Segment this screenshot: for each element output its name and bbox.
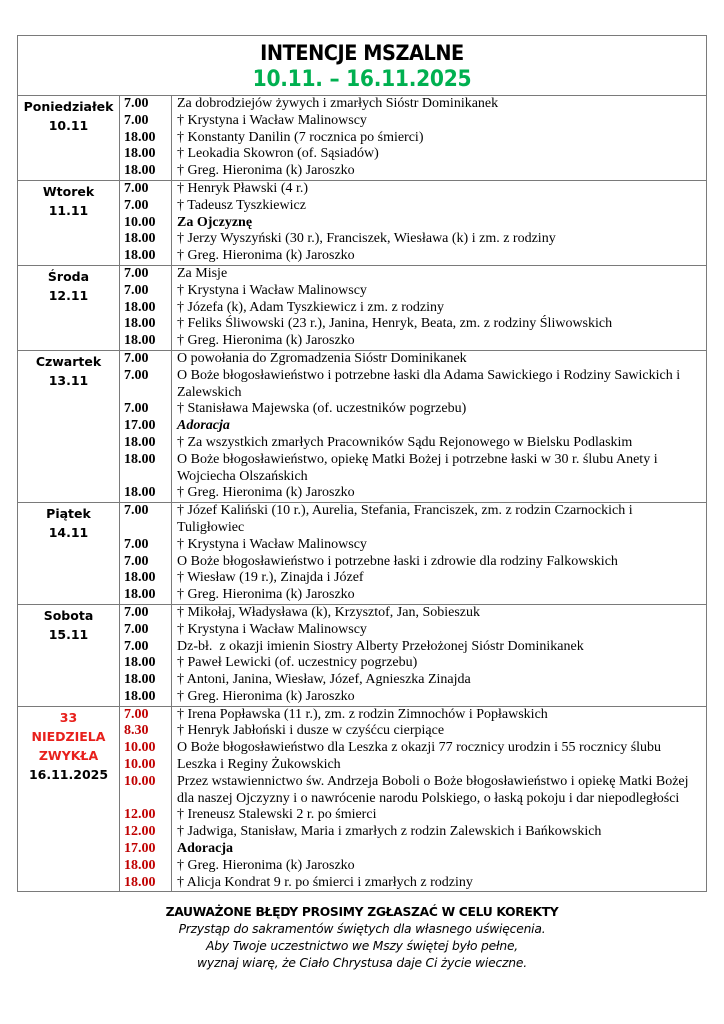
mass-entry xyxy=(120,757,706,774)
mass-entry xyxy=(120,639,706,656)
mass-entry xyxy=(120,266,706,283)
day-name: Czwartek xyxy=(35,353,102,369)
mass-intention: † Mikołaj, Władysława (k), Krzysztof, Jan, Sobieszuk xyxy=(177,604,481,620)
mass-time: 18.00 xyxy=(120,231,172,248)
mass-intention: † Krystyna i Wacław Malinowscy xyxy=(177,282,367,298)
day-name: 33 xyxy=(59,709,78,725)
mass-time: 18.00 xyxy=(120,248,172,265)
mass-entry xyxy=(120,435,706,452)
mass-entry xyxy=(120,605,706,622)
mass-intention: Za dobrodziejów żywych i zmarłych Sióstr Dominikanek xyxy=(177,96,499,111)
mass-entry xyxy=(120,858,706,875)
mass-intention: † Greg. Hieronima (k) Jaroszko xyxy=(177,485,355,501)
day-cell xyxy=(18,96,120,180)
mass-entry xyxy=(120,452,706,486)
footer-line: Przystąp do sakramentów świętych dla własnego uświęcenia. xyxy=(178,922,546,936)
mass-list xyxy=(120,351,706,502)
mass-entry xyxy=(120,146,706,163)
mass-time: 10.00 xyxy=(120,774,172,808)
mass-list xyxy=(120,707,706,892)
mass-intention: † Józef Kaliński (10 r.), Aurelia, Stefania, Franciszek, zm. z rodzin Czarnockich i Tuligłowiec xyxy=(177,503,636,535)
mass-entry xyxy=(120,841,706,858)
mass-time: 7.00 xyxy=(120,96,172,113)
mass-time: 7.00 xyxy=(120,181,172,198)
day-date: 13.11 xyxy=(48,372,89,388)
mass-time: 7.00 xyxy=(120,707,172,724)
mass-intention: † Greg. Hieronima (k) Jaroszko xyxy=(177,688,355,704)
mass-entry xyxy=(120,672,706,689)
mass-entry xyxy=(120,96,706,113)
mass-intention: O Boże błogosławieństwo dla Leszka z okazji 77 rocznicy urodzin i 55 rocznicy ślubu xyxy=(177,740,662,756)
mass-intention: † Antoni, Janina, Wiesław, Józef, Agnieszka Zinajda xyxy=(177,672,471,688)
mass-intention: † Henryk Pławski (4 r.) xyxy=(177,180,309,196)
mass-entry xyxy=(120,248,706,265)
mass-time: 18.00 xyxy=(120,689,172,706)
mass-intention: † Krystyna i Wacław Malinowscy xyxy=(177,112,367,128)
mass-time: 10.00 xyxy=(120,740,172,757)
mass-time: 7.00 xyxy=(120,605,172,622)
mass-intention: † Leokadia Skowron (of. Sąsiadów) xyxy=(177,146,379,162)
mass-time: 7.00 xyxy=(120,351,172,368)
table-header xyxy=(18,36,706,96)
mass-intention: † Greg. Hieronima (k) Jaroszko xyxy=(177,587,355,603)
day-block xyxy=(18,351,706,503)
date-range: 10.11. – 16.11.2025 xyxy=(252,67,472,92)
mass-time: 18.00 xyxy=(120,655,172,672)
mass-time: 18.00 xyxy=(120,587,172,604)
mass-intention: † Greg. Hieronima (k) Jaroszko xyxy=(177,163,355,179)
mass-entry xyxy=(120,300,706,317)
mass-entry xyxy=(120,418,706,435)
mass-time: 18.00 xyxy=(120,858,172,875)
day-cell xyxy=(18,503,120,604)
mass-intention: O Boże błogosławieństwo, opiekę Matki Bożej i potrzebne łaski w 30 r. ślubu Anety i Wojciecha Olszańskich xyxy=(177,451,661,484)
mass-entry xyxy=(120,351,706,368)
mass-time: 12.00 xyxy=(120,807,172,824)
mass-intention: Za Ojczyznę xyxy=(177,214,253,230)
mass-intention: Przez wstawiennictwo św. Andrzeja Boboli o Boże błogosławieństwo i opiekę Matki Bożej dla naszej Ojczyzny i o nawrócenie narodu Polskiego, o łaską pokoju i dar niepodległości xyxy=(177,773,693,806)
mass-entry xyxy=(120,316,706,333)
mass-intention: † Jadwiga, Stanisław, Maria i zmarłych z rodzin Zalewskich i Bańkowskich xyxy=(177,824,602,840)
mass-intention: † Konstanty Danilin (7 rocznica po śmierci) xyxy=(177,129,424,145)
mass-time: 18.00 xyxy=(120,570,172,587)
mass-entry xyxy=(120,740,706,757)
mass-entry xyxy=(120,215,706,232)
mass-intention: † Krystyna i Wacław Malinowscy xyxy=(177,621,367,637)
day-cell xyxy=(18,707,120,892)
mass-intention: O Boże błogosławieństwo i potrzebne łaski i zdrowie dla rodziny Falkowskich xyxy=(177,553,618,569)
mass-intention: † Za wszystkich zmarłych Pracowników Sądu Rejonowego w Bielsku Podlaskim xyxy=(177,434,633,450)
day-block xyxy=(18,605,706,707)
mass-entry xyxy=(120,570,706,587)
day-block xyxy=(18,266,706,351)
mass-time: 18.00 xyxy=(120,146,172,163)
mass-entry xyxy=(120,198,706,215)
page-title: INTENCJE MSZALNE xyxy=(260,41,464,65)
mass-intention: † Greg. Hieronima (k) Jaroszko xyxy=(177,333,355,349)
mass-entry xyxy=(120,283,706,300)
mass-time: 7.00 xyxy=(120,639,172,656)
mass-intention: † Jerzy Wyszyński (30 r.), Franciszek, Wiesława (k) i zm. z rodziny xyxy=(177,231,556,247)
mass-entry xyxy=(120,723,706,740)
mass-time: 7.00 xyxy=(120,503,172,537)
intentions-table xyxy=(17,35,707,892)
mass-list xyxy=(120,96,706,180)
mass-time: 18.00 xyxy=(120,672,172,689)
mass-time: 18.00 xyxy=(120,875,172,892)
day-name: Piątek xyxy=(46,506,91,522)
mass-time: 7.00 xyxy=(120,266,172,283)
mass-time: 10.00 xyxy=(120,215,172,232)
mass-time: 18.00 xyxy=(120,163,172,180)
mass-entry xyxy=(120,587,706,604)
day-date: 15.11 xyxy=(48,626,89,642)
day-cell xyxy=(18,266,120,350)
mass-intention: † Krystyna i Wacław Malinowscy xyxy=(177,536,367,552)
mass-entry xyxy=(120,503,706,537)
footer-line: wyznaj wiarę, że Ciało Chrystusa daje Ci życie wieczne. xyxy=(197,956,527,970)
mass-entry xyxy=(120,655,706,672)
mass-entry xyxy=(120,622,706,639)
mass-intention: † Alicja Kondrat 9 r. po śmierci i zmarłych z rodziny xyxy=(177,874,473,890)
mass-intention: † Henryk Jabłoński i dusze w czyśćcu cierpiące xyxy=(177,723,445,739)
mass-entry xyxy=(120,333,706,350)
day-name: Poniedziałek xyxy=(23,99,114,114)
day-name: Środa xyxy=(47,268,90,284)
day-date: 12.11 xyxy=(48,287,89,303)
mass-time: 7.00 xyxy=(120,283,172,300)
mass-entry xyxy=(120,774,706,808)
mass-entry xyxy=(120,181,706,198)
mass-list xyxy=(120,503,706,604)
day-block xyxy=(18,96,706,181)
mass-list xyxy=(120,605,706,706)
mass-entry xyxy=(120,401,706,418)
mass-intention: † Greg. Hieronima (k) Jaroszko xyxy=(177,857,355,873)
mass-entry xyxy=(120,689,706,706)
mass-intention: † Ireneusz Stalewski 2 r. po śmierci xyxy=(177,807,377,823)
mass-entry xyxy=(120,824,706,841)
mass-entry xyxy=(120,537,706,554)
mass-list xyxy=(120,266,706,350)
mass-entry xyxy=(120,231,706,248)
day-date: 16.11.2025 xyxy=(28,766,109,782)
mass-intention: † Feliks Śliwowski (23 r.), Janina, Henryk, Beata, zm. z rodziny Śliwowskich xyxy=(177,316,613,332)
mass-entry xyxy=(120,485,706,502)
mass-time: 17.00 xyxy=(120,841,172,858)
mass-time: 17.00 xyxy=(120,418,172,435)
mass-entry xyxy=(120,707,706,724)
mass-time: 18.00 xyxy=(120,452,172,486)
mass-time: 18.00 xyxy=(120,300,172,317)
day-name: ZWYKŁA xyxy=(38,747,99,763)
mass-time: 7.00 xyxy=(120,554,172,571)
mass-intention: † Tadeusz Tyszkiewicz xyxy=(177,197,306,213)
mass-list xyxy=(120,181,706,265)
day-cell xyxy=(18,181,120,265)
day-name: Sobota xyxy=(43,607,94,623)
mass-time: 18.00 xyxy=(120,333,172,350)
footer-warning: ZAUWAŻONE BŁĘDY PROSIMY ZGŁASZAĆ W CELU KOREKTY xyxy=(165,905,559,919)
mass-entry xyxy=(120,368,706,402)
mass-intention: † Greg. Hieronima (k) Jaroszko xyxy=(177,248,355,264)
mass-time: 7.00 xyxy=(120,401,172,418)
mass-intention: † Wiesław (19 r.), Zinajda i Józef xyxy=(177,570,364,586)
mass-time: 7.00 xyxy=(120,368,172,402)
days-container xyxy=(18,96,706,891)
mass-intention: Adoracja xyxy=(177,841,233,857)
mass-time: 12.00 xyxy=(120,824,172,841)
mass-entry xyxy=(120,163,706,180)
day-date: 14.11 xyxy=(48,525,89,541)
day-name: Wtorek xyxy=(42,183,95,199)
day-block xyxy=(18,503,706,605)
day-date: 10.11 xyxy=(48,118,89,133)
day-block xyxy=(18,707,706,892)
mass-entry xyxy=(120,113,706,130)
mass-intention: Dz-bł. z okazji imienin Siostry Alberty Przełożonej Sióstr Dominikanek xyxy=(177,638,584,654)
mass-time: 18.00 xyxy=(120,130,172,147)
footer xyxy=(0,904,724,972)
mass-time: 7.00 xyxy=(120,622,172,639)
mass-entry xyxy=(120,130,706,147)
mass-time: 18.00 xyxy=(120,435,172,452)
day-block xyxy=(18,181,706,266)
day-date: 11.11 xyxy=(48,202,89,218)
day-name: NIEDZIELA xyxy=(31,728,106,744)
mass-intention: Za Misje xyxy=(177,265,228,281)
mass-intention: † Stanisława Majewska (of. uczestników pogrzebu) xyxy=(177,401,467,417)
mass-entry xyxy=(120,554,706,571)
mass-time: 8.30 xyxy=(120,723,172,740)
day-cell xyxy=(18,605,120,706)
mass-intention: † Paweł Lewicki (of. uczestnicy pogrzebu) xyxy=(177,655,418,671)
mass-time: 7.00 xyxy=(120,113,172,130)
day-cell xyxy=(18,351,120,502)
mass-intention: † Józefa (k), Adam Tyszkiewicz i zm. z rodziny xyxy=(177,299,445,315)
mass-intention: † Irena Popławska (11 r.), zm. z rodzin Zimnochów i Popławskich xyxy=(177,706,548,722)
mass-intention: Leszka i Reginy Żukowskich xyxy=(177,757,341,773)
footer-line: Aby Twoje uczestnictwo we Mszy świętej było pełne, xyxy=(205,939,519,953)
mass-time: 18.00 xyxy=(120,485,172,502)
mass-time: 18.00 xyxy=(120,316,172,333)
mass-time: 7.00 xyxy=(120,537,172,554)
mass-entry xyxy=(120,875,706,892)
mass-intention: O Boże błogosławieństwo i potrzebne łaski dla Adama Sawickiego i Rodziny Sawickich i Zalewskich xyxy=(177,367,684,400)
mass-entry xyxy=(120,807,706,824)
mass-intention: O powołania do Zgromadzenia Sióstr Dominikanek xyxy=(177,350,467,366)
mass-intention: Adoracja xyxy=(177,418,230,434)
mass-time: 10.00 xyxy=(120,757,172,774)
mass-time: 7.00 xyxy=(120,198,172,215)
